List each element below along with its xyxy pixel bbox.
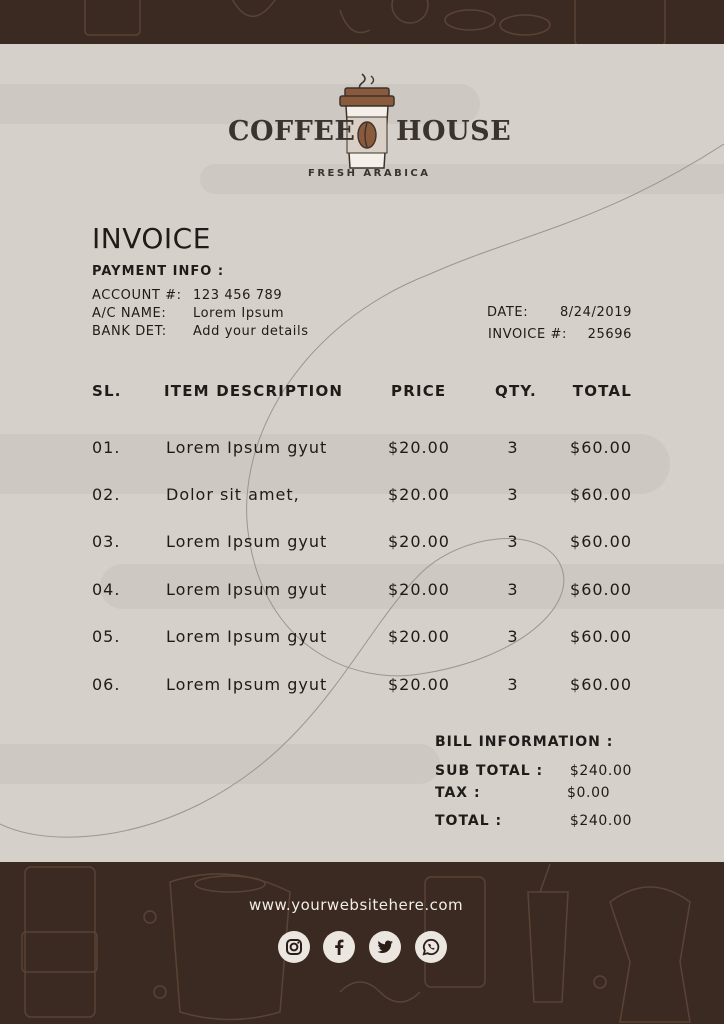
header-description: ITEM DESCRIPTION	[164, 382, 344, 400]
coffee-doodles-bottom	[0, 862, 724, 1024]
invoice-number-label: INVOICE #:	[488, 327, 567, 342]
whatsapp-icon[interactable]	[415, 931, 447, 963]
subtotal-label: SUB TOTAL :	[435, 763, 544, 779]
row-total: $60.00	[570, 485, 632, 504]
row-price: $20.00	[388, 627, 450, 646]
row-description: Lorem Ipsum gyut	[166, 532, 328, 551]
subtotal-value: $240.00	[569, 763, 632, 779]
row-sl: 05.	[92, 627, 121, 646]
instagram-icon[interactable]	[278, 931, 310, 963]
row-price: $20.00	[388, 675, 450, 694]
row-qty: 3	[507, 580, 519, 599]
row-price: $20.00	[388, 438, 450, 457]
row-description: Lorem Ipsum gyut	[166, 675, 328, 694]
row-sl: 02.	[92, 485, 121, 504]
row-sl: 01.	[92, 438, 121, 457]
total-label: TOTAL :	[435, 813, 503, 829]
header-total: TOTAL	[572, 382, 632, 400]
invoice-title: INVOICE	[92, 222, 211, 255]
header-price: PRICE	[391, 382, 447, 400]
row-total: $60.00	[570, 532, 632, 551]
row-qty: 3	[507, 485, 519, 504]
row-qty: 3	[507, 675, 519, 694]
coffee-doodles-top	[0, 0, 724, 44]
row-qty: 3	[507, 627, 519, 646]
row-total: $60.00	[570, 675, 632, 694]
invoice-number-value: 25696	[587, 327, 632, 342]
date-value: 8/24/2019	[559, 305, 632, 320]
account-value: 123 456 789	[193, 288, 283, 303]
brand-tagline: FRESH ARABICA	[308, 168, 431, 179]
footer-band	[0, 862, 724, 1024]
row-sl: 03.	[92, 532, 121, 551]
row-total: $60.00	[570, 627, 632, 646]
total-value: $240.00	[569, 813, 632, 829]
row-qty: 3	[507, 532, 519, 551]
row-qty: 3	[507, 438, 519, 457]
website-link[interactable]: www.yourwebsitehere.com	[249, 896, 464, 914]
row-description: Lorem Ipsum gyut	[166, 438, 328, 457]
brand-name-right: HOUSE	[396, 116, 512, 147]
row-price: $20.00	[388, 532, 450, 551]
bank-value: Add your details	[193, 324, 309, 339]
header-qty: QTY.	[495, 382, 537, 400]
ac-name-label: A/C NAME:	[92, 306, 167, 321]
row-description: Dolor sit amet,	[166, 485, 300, 504]
tax-value: $0.00	[567, 785, 611, 801]
row-price: $20.00	[388, 485, 450, 504]
row-sl: 04.	[92, 580, 121, 599]
row-sl: 06.	[92, 675, 121, 694]
brand-name-left: COFFEE	[228, 116, 356, 147]
row-description: Lorem Ipsum gyut	[166, 627, 328, 646]
tax-label: TAX :	[435, 785, 481, 801]
header-sl: SL.	[92, 382, 122, 400]
ac-name-value: Lorem Ipsum	[193, 306, 285, 321]
facebook-icon[interactable]	[323, 931, 355, 963]
date-label: DATE:	[487, 305, 529, 320]
account-label: ACCOUNT #:	[92, 288, 182, 303]
row-total: $60.00	[570, 580, 632, 599]
row-total: $60.00	[570, 438, 632, 457]
payment-info-label: PAYMENT INFO :	[92, 264, 225, 279]
bill-information-title: BILL INFORMATION :	[435, 734, 614, 750]
twitter-icon[interactable]	[369, 931, 401, 963]
row-description: Lorem Ipsum gyut	[166, 580, 328, 599]
bank-label: BANK DET:	[92, 324, 167, 339]
header-band	[0, 0, 724, 44]
row-price: $20.00	[388, 580, 450, 599]
